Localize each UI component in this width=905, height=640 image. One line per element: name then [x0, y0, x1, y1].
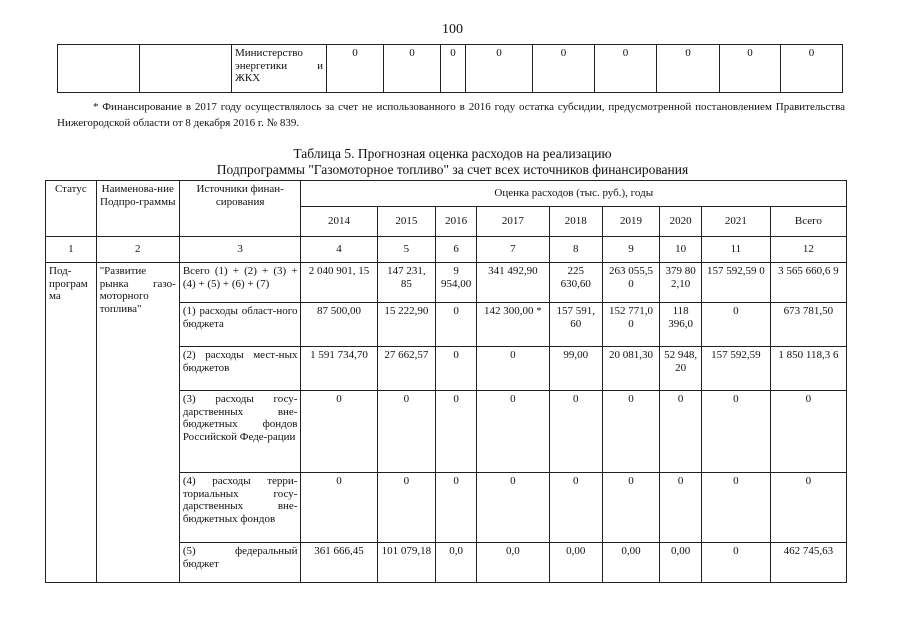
value-cell: 0	[595, 45, 657, 93]
value-cell: 673 781,50	[770, 303, 846, 347]
value-cell: 0	[301, 391, 377, 473]
footnote: * Финансирование в 2017 году осуществлялось за счет не использованного в 2016 году остатка субсидии, предусмотренной постановлением Правительства Нижегородской области от 8 декабря 2016 г. № 839.	[57, 101, 845, 129]
value-cell: 27 662,57	[377, 347, 436, 391]
value-cell: 0,00	[660, 543, 702, 583]
value-cell: 157 591, 60	[549, 303, 602, 347]
value-cell: 0,0	[476, 543, 549, 583]
value-cell: 0	[436, 347, 477, 391]
value-cell: 0	[781, 45, 843, 93]
value-cell: 52 948, 20	[660, 347, 702, 391]
year-header: 2020	[660, 207, 702, 237]
column-number: 12	[770, 237, 846, 263]
page-number: 100	[442, 22, 463, 37]
value-cell: 0	[384, 45, 441, 93]
source-cell: (2) расходы мест-ных бюджетов	[179, 347, 301, 391]
value-cell: 0	[701, 543, 770, 583]
status-cell: Под-программа	[46, 263, 97, 583]
forecast-table	[45, 180, 847, 583]
value-cell: 0	[436, 303, 477, 347]
column-number: 9	[602, 237, 660, 263]
table-subtitle: Подпрограммы "Газомоторное топливо" за счет всех источников финансирования	[216, 162, 689, 177]
year-header: 2014	[301, 207, 377, 237]
value-cell: 2 040 901, 15	[301, 263, 377, 303]
value-cell: 0	[533, 45, 595, 93]
value-cell: 0,0	[436, 543, 477, 583]
year-header: 2021	[701, 207, 770, 237]
column-number: 3	[179, 237, 301, 263]
column-number: 8	[549, 237, 602, 263]
value-cell: 142 300,00 *	[476, 303, 549, 347]
source-cell: (3) расходы госу-дарственных вне-бюджетных фондов Российской Феде-рации	[179, 391, 301, 473]
value-cell: 1 591 734,70	[301, 347, 377, 391]
value-cell: 0	[720, 45, 781, 93]
value-cell: 341 492,90	[476, 263, 549, 303]
value-cell: 0	[701, 391, 770, 473]
value-cell: 225 630,60	[549, 263, 602, 303]
year-header: 2015	[377, 207, 436, 237]
column-number: 7	[476, 237, 549, 263]
value-cell: 0	[657, 45, 720, 93]
value-cell: 0	[377, 473, 436, 543]
value-cell: 87 500,00	[301, 303, 377, 347]
header-row	[46, 181, 847, 207]
value-cell: 1 850 118,3 6	[770, 347, 846, 391]
value-cell: 0,00	[549, 543, 602, 583]
value-cell: 361 666,45	[301, 543, 377, 583]
value-cell: 157 592,59	[701, 347, 770, 391]
subprogram-name-cell: "Развитие рынка газо-моторного топлива"	[96, 263, 179, 583]
value-cell: 0	[377, 391, 436, 473]
column-number: 11	[701, 237, 770, 263]
value-cell: 118 396,0	[660, 303, 702, 347]
value-cell: 0	[701, 473, 770, 543]
header-estimate: Оценка расходов (тыс. руб.), годы	[301, 181, 847, 207]
value-cell: 9 954,00	[436, 263, 477, 303]
value-cell: 0	[660, 391, 702, 473]
value-cell: 101 079,18	[377, 543, 436, 583]
value-cell: 0	[436, 391, 477, 473]
year-header: Всего	[770, 207, 846, 237]
value-cell: 99,00	[549, 347, 602, 391]
value-cell: 0	[476, 347, 549, 391]
value-cell: 20 081,30	[602, 347, 660, 391]
value-cell: 152 771,0 0	[602, 303, 660, 347]
column-number: 6	[436, 237, 477, 263]
value-cell: 0	[549, 473, 602, 543]
value-cell: 0	[602, 391, 660, 473]
value-cell: 462 745,63	[770, 543, 846, 583]
column-number: 5	[377, 237, 436, 263]
value-cell: 0	[466, 45, 533, 93]
source-cell: Всего (1) + (2) + (3) + (4) + (5) + (6) + (7)	[179, 263, 301, 303]
value-cell: 0	[770, 473, 846, 543]
year-header: 2018	[549, 207, 602, 237]
empty-cell	[58, 45, 140, 93]
value-cell: 0,00	[602, 543, 660, 583]
column-number: 4	[301, 237, 377, 263]
column-number: 1	[46, 237, 97, 263]
value-cell: 379 80 2,10	[660, 263, 702, 303]
header-name: Наименова-ние Подпро-граммы	[96, 181, 179, 237]
value-cell: 0	[701, 303, 770, 347]
value-cell: 0	[602, 473, 660, 543]
source-cell: (4) расходы терри-ториальных госу-дарственных вне-бюджетных фондов	[179, 473, 301, 543]
value-cell: 0	[660, 473, 702, 543]
org-cell: Министерство энергетики и ЖКХ	[232, 45, 327, 93]
value-cell: 3 565 660,6 9	[770, 263, 846, 303]
source-cell: (1) расходы област-ного бюджета	[179, 303, 301, 347]
value-cell: 0	[476, 391, 549, 473]
column-number: 2	[96, 237, 179, 263]
table-row	[46, 263, 847, 303]
value-cell: 147 231, 85	[377, 263, 436, 303]
value-cell: 0	[476, 473, 549, 543]
table-row	[58, 45, 843, 93]
value-cell: 263 055,5 0	[602, 263, 660, 303]
year-header: 2019	[602, 207, 660, 237]
column-number: 10	[660, 237, 702, 263]
value-cell: 157 592,59 0	[701, 263, 770, 303]
value-cell: 0	[436, 473, 477, 543]
empty-cell	[140, 45, 232, 93]
top-table-continuation	[57, 44, 843, 93]
header-sources: Источники финан-сирования	[179, 181, 301, 237]
header-status: Статус	[46, 181, 97, 237]
source-cell: (5) федеральный бюджет	[179, 543, 301, 583]
value-cell: 0	[327, 45, 384, 93]
value-cell: 0	[301, 473, 377, 543]
value-cell: 0	[770, 391, 846, 473]
year-header: 2017	[476, 207, 549, 237]
value-cell: 0	[441, 45, 466, 93]
year-header: 2016	[436, 207, 477, 237]
value-cell: 0	[549, 391, 602, 473]
table-title: Таблица 5. Прогнозная оценка расходов на реализацию	[293, 146, 612, 161]
column-number-row	[46, 237, 847, 263]
value-cell: 15 222,90	[377, 303, 436, 347]
